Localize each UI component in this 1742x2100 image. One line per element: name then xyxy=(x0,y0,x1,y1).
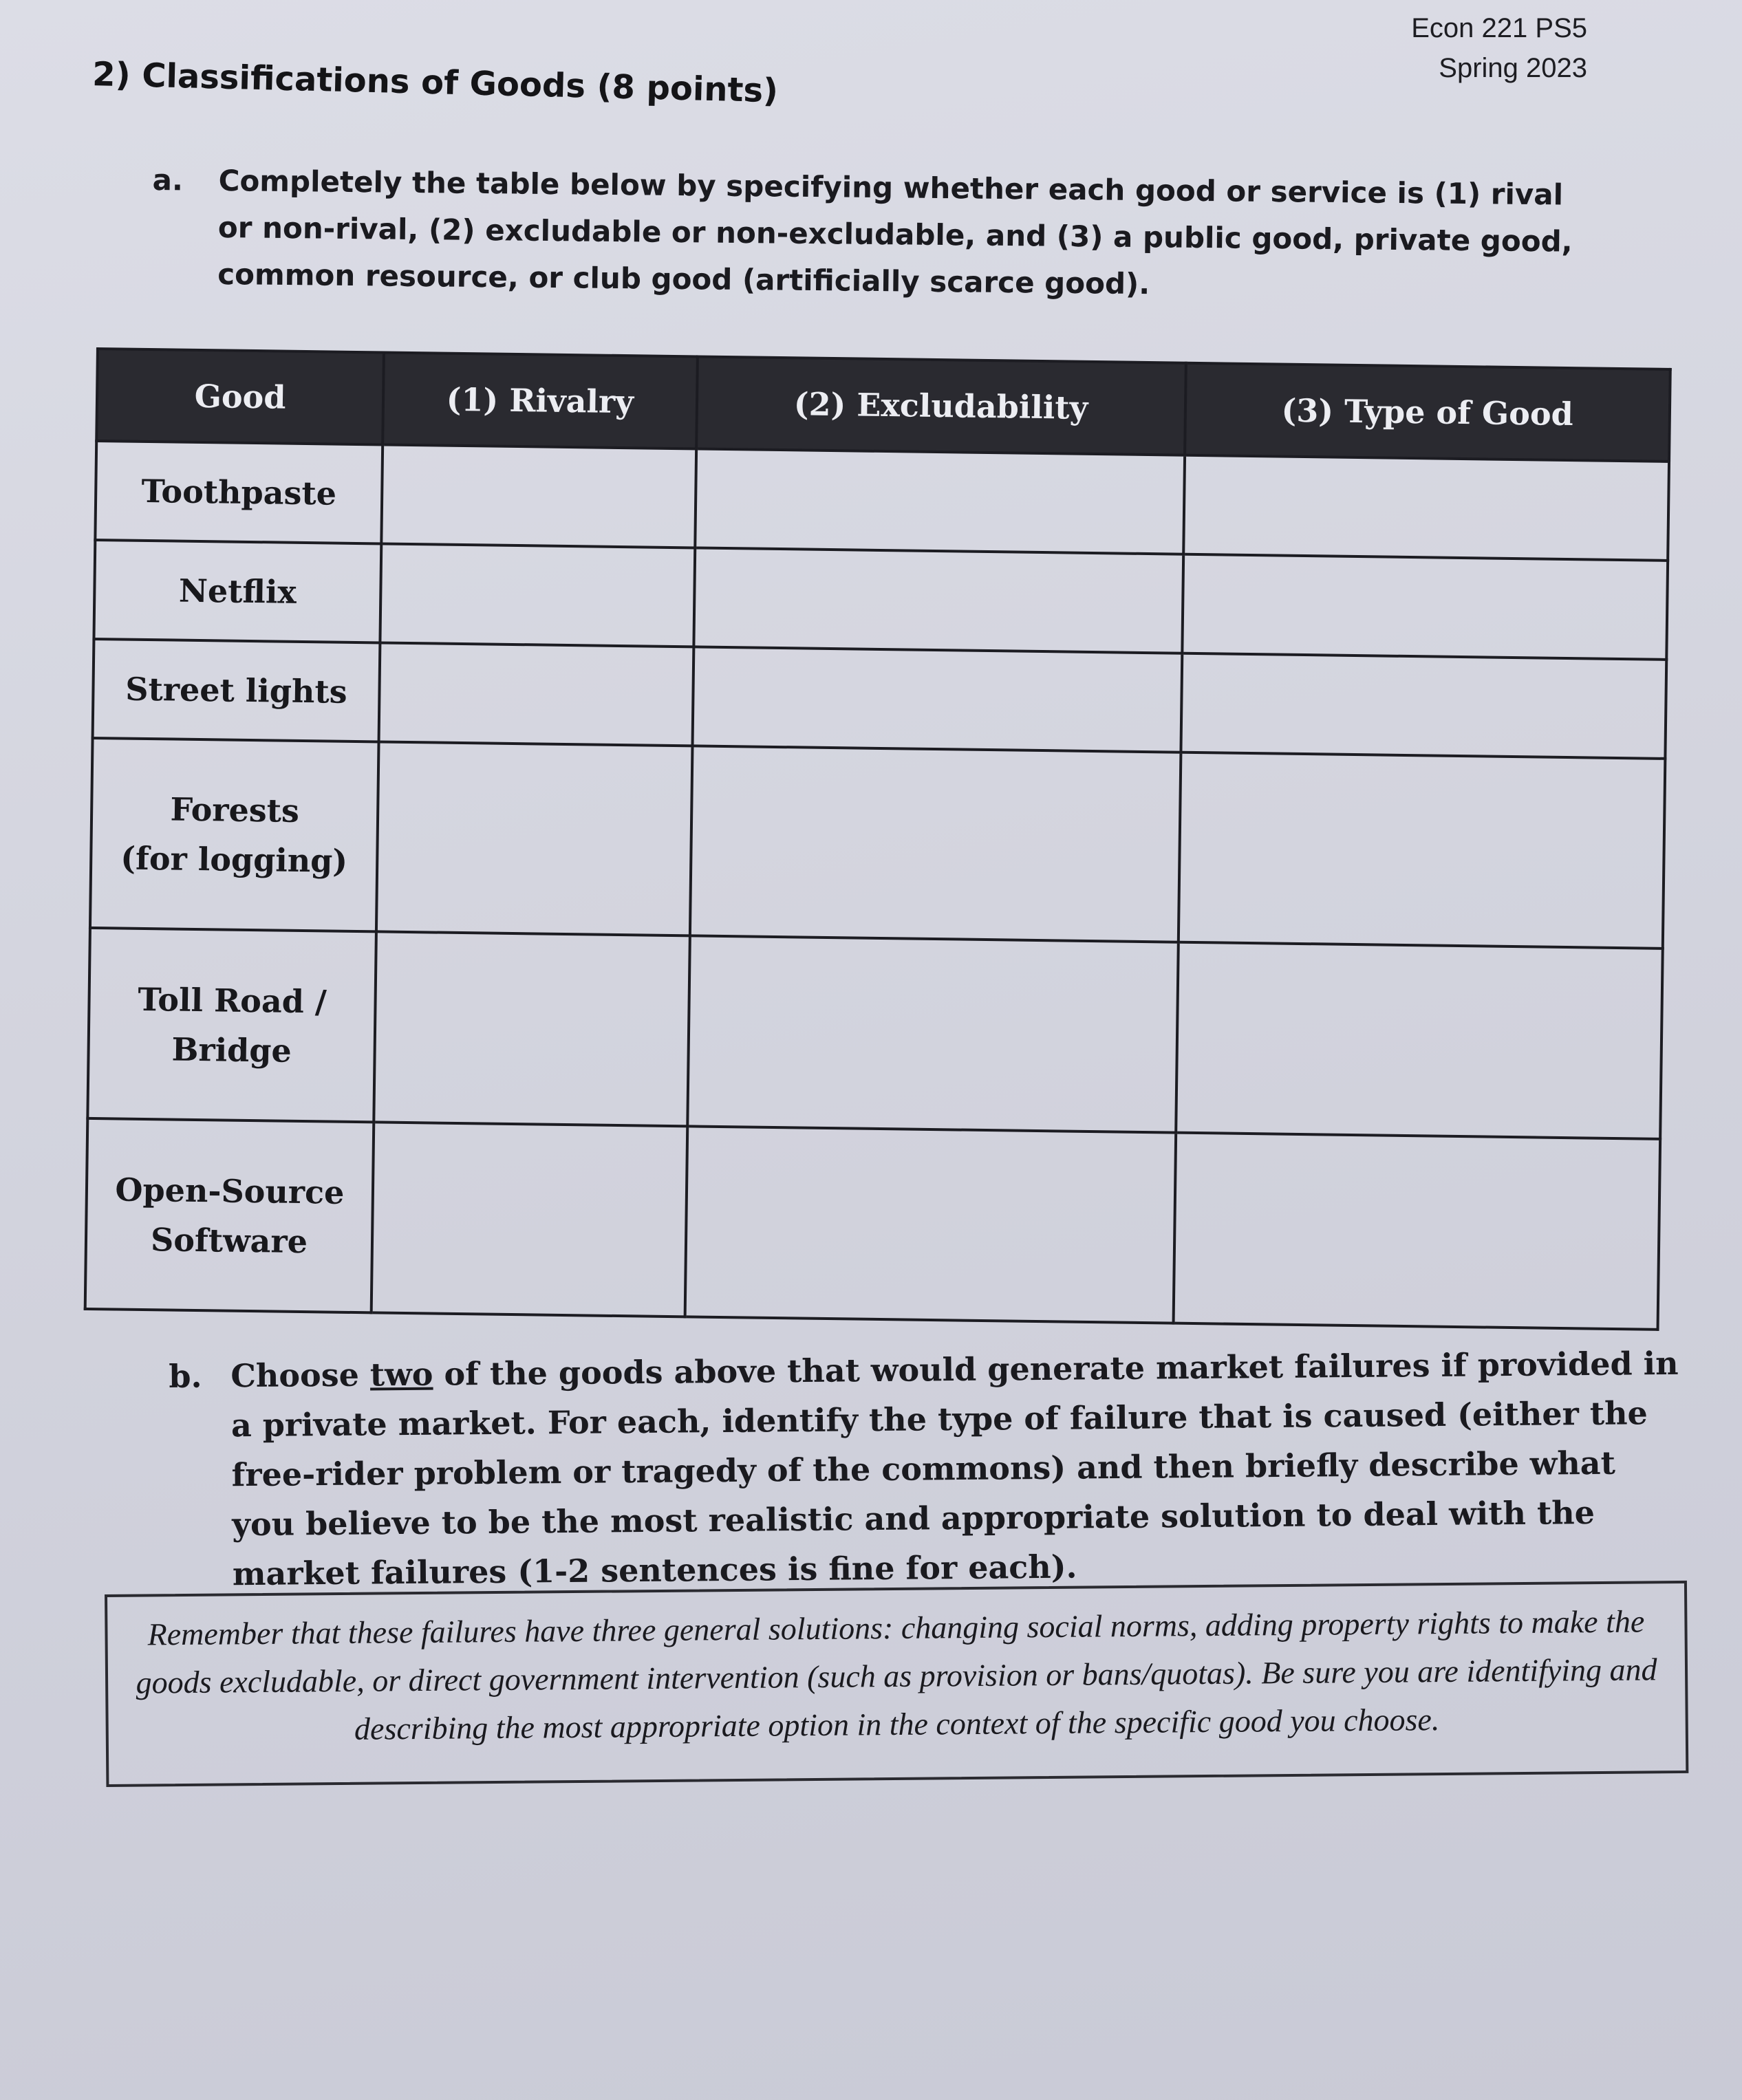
course-header xyxy=(1411,8,1587,88)
question-b xyxy=(169,1339,1684,1599)
goods-classification-table xyxy=(84,347,1672,1331)
table-row xyxy=(87,928,1662,1139)
rivalry-answer-cell[interactable] xyxy=(372,1123,687,1317)
column-header-type: (3) Type of Good xyxy=(1185,363,1670,462)
good-name-cell xyxy=(94,540,381,642)
good-name-line: Street lights xyxy=(125,670,347,711)
excludability-answer-cell[interactable] xyxy=(689,746,1180,942)
excludability-answer-cell[interactable] xyxy=(695,448,1185,554)
type-answer-cell[interactable] xyxy=(1176,942,1663,1139)
good-name-line: Toll Road / xyxy=(138,980,327,1021)
good-name-cell xyxy=(93,639,380,742)
good-name-line: (for logging) xyxy=(120,839,348,880)
column-header-excludability: (2) Excludability xyxy=(696,356,1186,455)
type-answer-cell[interactable] xyxy=(1183,455,1669,561)
column-header-good: Good xyxy=(96,349,384,444)
question-a-marker: a. xyxy=(152,162,184,197)
course-label: Econ 221 PS5 xyxy=(1411,13,1587,43)
column-header-rivalry: (1) Rivalry xyxy=(383,352,697,448)
rivalry-answer-cell[interactable] xyxy=(380,543,694,647)
question-b-marker: b. xyxy=(169,1357,202,1395)
good-name-cell xyxy=(95,441,383,543)
good-name-line: Software xyxy=(150,1220,308,1260)
good-name-line: Forests xyxy=(170,790,300,830)
excludability-answer-cell[interactable] xyxy=(685,1127,1175,1323)
good-name-line: Bridge xyxy=(171,1030,292,1070)
reminder-note-text: Remember that these failures have three general solutions: changing social norms, adding property rights to make the goods excludable, or direct government intervention (such as provision or bans/quotas). Be sure you are identifying and describing the most appropriate option in the context of the specific good you choose. xyxy=(136,1603,1657,1746)
good-name-line: Netflix xyxy=(178,572,297,611)
type-answer-cell[interactable] xyxy=(1181,653,1666,759)
good-name-cell xyxy=(87,928,376,1122)
question-b-emphasis: two xyxy=(369,1355,433,1394)
type-answer-cell[interactable] xyxy=(1178,752,1665,949)
question-b-text-rest: of the goods above that would generate market failures if provided in a private market. For each, identify the type of failure that is caused (either the free-rider problem or tragedy of the commons) and then briefly describe what you believe to be the most realistic and appropriate solution to deal with the market failures (1-2 sentences is fine for each). xyxy=(230,1344,1679,1593)
excludability-answer-cell[interactable] xyxy=(687,936,1178,1133)
question-a xyxy=(151,157,1584,312)
excludability-answer-cell[interactable] xyxy=(692,647,1182,752)
good-name-line: Toothpaste xyxy=(141,472,337,512)
good-name-line: Open-Source xyxy=(115,1171,345,1211)
rivalry-answer-cell[interactable] xyxy=(381,444,696,548)
table-row xyxy=(90,738,1665,949)
term-label: Spring 2023 xyxy=(1439,53,1587,83)
question-b-text xyxy=(230,1339,1684,1599)
table-row xyxy=(85,1118,1660,1330)
question-a-text: Completely the table below by specifying whether each good or service is (1) rival or non-rival, (2) excludable or non-excludable, and (3) a public good, private good, common resource, or club good (artificially scarce good). xyxy=(217,164,1573,301)
excludability-answer-cell[interactable] xyxy=(693,548,1183,653)
good-name-cell xyxy=(85,1118,374,1312)
reminder-note-box xyxy=(105,1581,1688,1787)
question-b-text-start: Choose xyxy=(230,1356,371,1395)
rivalry-answer-cell[interactable] xyxy=(376,742,692,936)
type-answer-cell[interactable] xyxy=(1182,554,1668,660)
rivalry-answer-cell[interactable] xyxy=(374,932,689,1127)
type-answer-cell[interactable] xyxy=(1173,1133,1660,1330)
good-name-cell xyxy=(90,738,379,932)
rivalry-answer-cell[interactable] xyxy=(379,642,693,746)
section-title: 2) Classifications of Goods (8 points) xyxy=(92,55,779,111)
